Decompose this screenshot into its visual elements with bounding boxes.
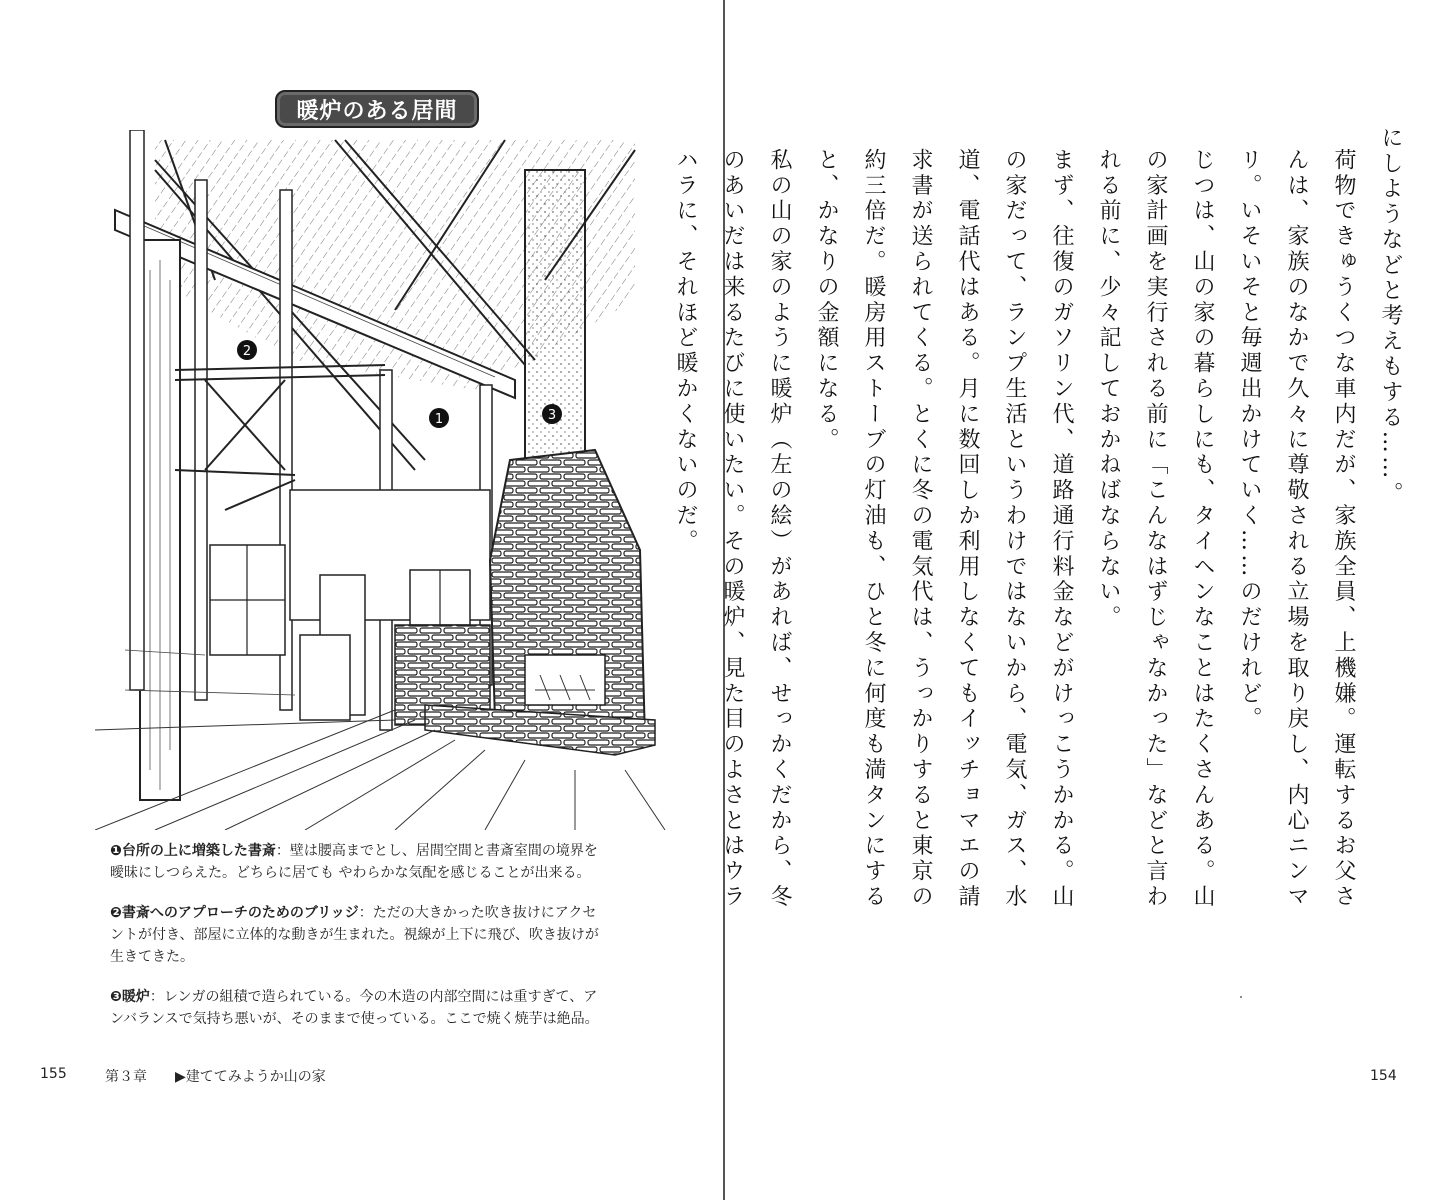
caption-study	[110, 840, 610, 884]
marker-2	[237, 340, 257, 360]
paragraph-4: まず、往復のガソリン代、道路通行料金などがけっこうかかる。山の家だって、ランプ生活というわけではないから、電気、ガス、水道、電話代はある。月に数回しか利用しなくてもイッチョマエの請求書が送られてくる。とくに冬の電気代は、うっかりすると東京の約三倍だ。暖房用ストーブの灯油も、ひと冬に何度も満タンにすると、かなりの金額になる。	[814, 148, 1074, 910]
caption-fireplace-body: ：レンガの組積で造られている。今の木造の内部空間には重すぎて、アンバランスで気持ち悪いが、そのままで使っている。ここで焼く焼芋は絶品。	[110, 989, 599, 1027]
page-number-right: 154	[1370, 1068, 1397, 1084]
print-speck	[1240, 996, 1242, 998]
living-room-illustration	[95, 130, 685, 830]
caption-bridge-body: ：ただの大きかった吹き抜けにアクセントが付き、部屋に立体的な動きが生まれた。視線が上下に飛び、吹き抜けが生きてきた。	[110, 905, 599, 965]
caption-bridge-heading: ❷書斎へのアプローチのためのブリッジ	[110, 905, 359, 921]
marker-2-label: 2	[242, 344, 252, 359]
caption-study-heading: ❶台所の上に増築した書斎	[110, 843, 276, 859]
caption-fireplace-heading: ❸暖炉	[110, 989, 150, 1005]
chapter-title: ▶建ててみようか山の家	[175, 1069, 326, 1085]
illustration-title: 暖炉のある居間	[296, 97, 458, 124]
illustration-title-box	[275, 90, 479, 128]
caption-study-body: ：壁は腰高までとし、居間空間と書斎室間の境界を曖昧にしつらえた。どちらに居ても やわらかな気配を感じることが出来る。	[110, 843, 598, 881]
marker-1-label: 1	[434, 412, 444, 427]
chapter-number: 第３章	[105, 1069, 147, 1085]
page-number-left: 155	[40, 1066, 67, 1082]
paragraph-5: 私の山の家のように暖炉（左の絵）があれば、せっかくだから、冬のあいだは来るたびに使いたい。その暖炉、見た目のよさとはウラハラに、それほど暖かくないのだ。	[673, 148, 792, 910]
caption-bridge	[110, 902, 610, 968]
body-text-vertical	[673, 126, 1414, 916]
marker-1	[429, 408, 449, 428]
illustration-captions	[110, 840, 610, 1048]
marker-3-label: 3	[547, 408, 557, 423]
paragraph-1: にしようなどと考えもする……。	[1378, 126, 1403, 507]
paragraph-2: 荷物できゅうくつな車内だが、家族全員、上機嫌。運転するお父さんは、家族のなかで久々に尊敬される立場を取り戻し、内心ニンマリ。いそいそと毎週出かけていく……のだけれど。	[1237, 148, 1356, 910]
caption-fireplace	[110, 986, 610, 1030]
marker-3	[542, 404, 562, 424]
paragraph-3: じつは、山の家の暮らしにも、タイヘンなことはたくさんある。山の家計画を実行される前に「こんなはずじゃなかった」などと言われる前に、少々記しておかねばならない。	[1096, 148, 1215, 910]
